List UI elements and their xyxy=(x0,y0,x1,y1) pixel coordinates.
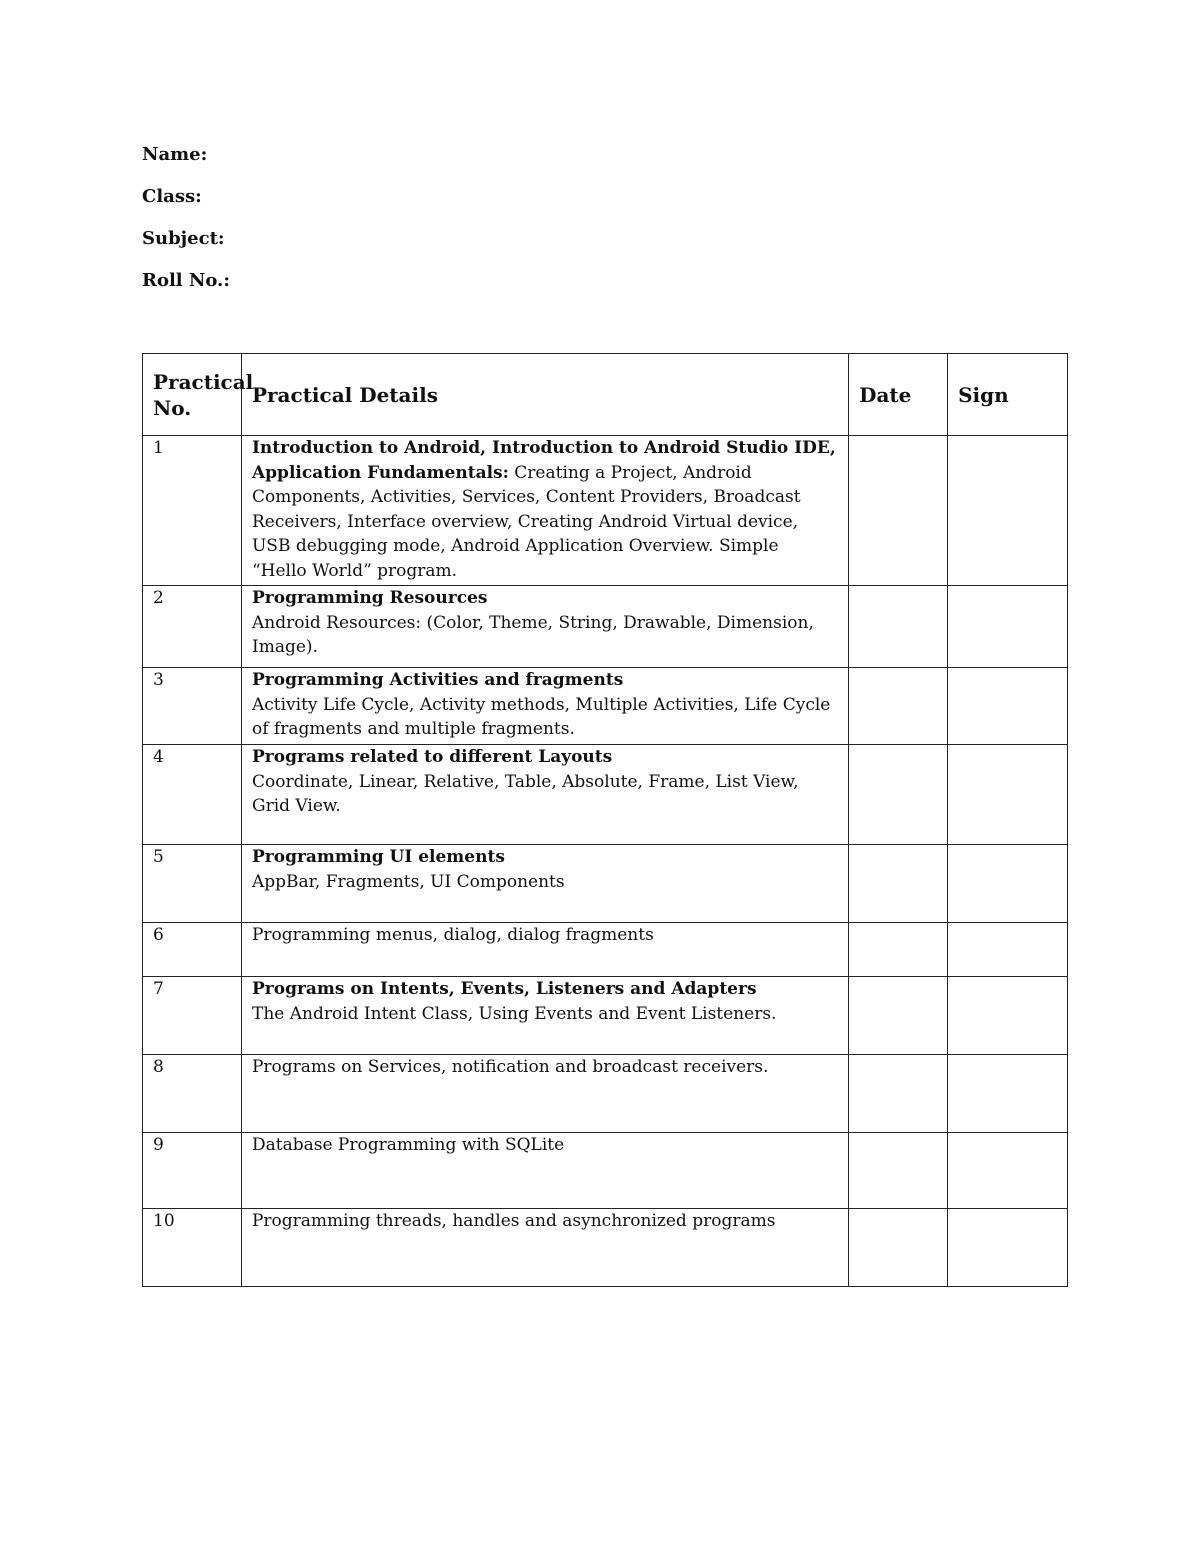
row-details xyxy=(241,977,848,1055)
date-cell xyxy=(849,845,948,923)
row-details xyxy=(241,586,848,668)
row-number: 9 xyxy=(143,1133,242,1209)
row-details xyxy=(241,1055,848,1133)
subject-label: Subject: xyxy=(142,228,225,249)
row-number: 3 xyxy=(143,668,242,745)
row-number: 6 xyxy=(143,923,242,977)
row-heading: Programs related to different Layouts xyxy=(251,747,613,767)
row-details xyxy=(241,1133,848,1209)
row-details xyxy=(241,923,848,977)
sign-cell xyxy=(948,586,1068,668)
header-date: Date xyxy=(849,354,948,436)
table-row xyxy=(143,923,1068,977)
roll-no-label: Roll No.: xyxy=(142,270,230,291)
row-heading: Introduction to Android, Introduction to Android Studio IDE, Application Fundamentals: xyxy=(251,438,836,483)
row-details xyxy=(241,745,848,845)
sign-cell xyxy=(948,1209,1068,1287)
row-heading: Programming UI elements xyxy=(251,847,505,867)
sign-cell xyxy=(948,923,1068,977)
class-label: Class: xyxy=(142,186,202,207)
date-cell xyxy=(849,923,948,977)
sign-cell xyxy=(948,977,1068,1055)
date-cell xyxy=(849,745,948,845)
header-practical-no: Practical No. xyxy=(143,354,242,436)
table-row xyxy=(143,1209,1068,1287)
row-description: The Android Intent Class, Using Events and Event Listeners. xyxy=(251,1003,777,1024)
date-cell xyxy=(849,668,948,745)
sign-cell xyxy=(948,745,1068,845)
row-number: 1 xyxy=(143,436,242,586)
sign-cell xyxy=(948,845,1068,923)
row-details xyxy=(241,668,848,745)
table-row xyxy=(143,586,1068,668)
table-row xyxy=(143,436,1068,586)
header-practical-details: Practical Details xyxy=(241,354,848,436)
header-row xyxy=(143,354,1068,436)
table-row xyxy=(143,845,1068,923)
row-number: 8 xyxy=(143,1055,242,1133)
row-heading: Programs on Intents, Events, Listeners and Adapters xyxy=(251,979,757,999)
practicals-table xyxy=(142,353,1068,1287)
table-row xyxy=(143,977,1068,1055)
header-sign: Sign xyxy=(948,354,1068,436)
row-description: Programming threads, handles and asynchronized programs xyxy=(251,1211,776,1231)
row-number: 4 xyxy=(143,745,242,845)
date-cell xyxy=(849,436,948,586)
sign-cell xyxy=(948,436,1068,586)
table-row xyxy=(143,1133,1068,1209)
row-details xyxy=(241,845,848,923)
row-number: 2 xyxy=(143,586,242,668)
row-heading: Programming Resources xyxy=(251,588,488,608)
row-description: Programming menus, dialog, dialog fragments xyxy=(251,925,654,945)
row-number: 10 xyxy=(143,1209,242,1287)
table-row xyxy=(143,1055,1068,1133)
row-number: 5 xyxy=(143,845,242,923)
date-cell xyxy=(849,586,948,668)
date-cell xyxy=(849,1055,948,1133)
row-description: AppBar, Fragments, UI Components xyxy=(251,871,565,892)
row-description: Creating a Project, Android Components, Activities, Services, Content Providers, Broadcast Receivers, Interface overview, Creating Android Virtual device, USB debugging mode, Android Application Overview. Simple “Hello World” program. xyxy=(251,462,801,581)
row-description: Programs on Services, notification and broadcast receivers. xyxy=(251,1057,769,1077)
row-number: 7 xyxy=(143,977,242,1055)
sign-cell xyxy=(948,1133,1068,1209)
table-row xyxy=(143,745,1068,845)
row-details xyxy=(241,436,848,586)
table-row xyxy=(143,668,1068,745)
row-description: Database Programming with SQLite xyxy=(251,1135,565,1155)
date-cell xyxy=(849,1209,948,1287)
sign-cell xyxy=(948,1055,1068,1133)
date-cell xyxy=(849,977,948,1055)
row-description: Android Resources: (Color, Theme, String, Drawable, Dimension, Image). xyxy=(251,612,814,657)
row-details xyxy=(241,1209,848,1287)
date-cell xyxy=(849,1133,948,1209)
name-label: Name: xyxy=(142,144,208,165)
row-description: Activity Life Cycle, Activity methods, Multiple Activities, Life Cycle of fragments and multiple fragments. xyxy=(251,694,831,739)
row-description: Coordinate, Linear, Relative, Table, Absolute, Frame, List View, Grid View. xyxy=(251,771,799,816)
sign-cell xyxy=(948,668,1068,745)
row-heading: Programming Activities and fragments xyxy=(251,670,624,690)
